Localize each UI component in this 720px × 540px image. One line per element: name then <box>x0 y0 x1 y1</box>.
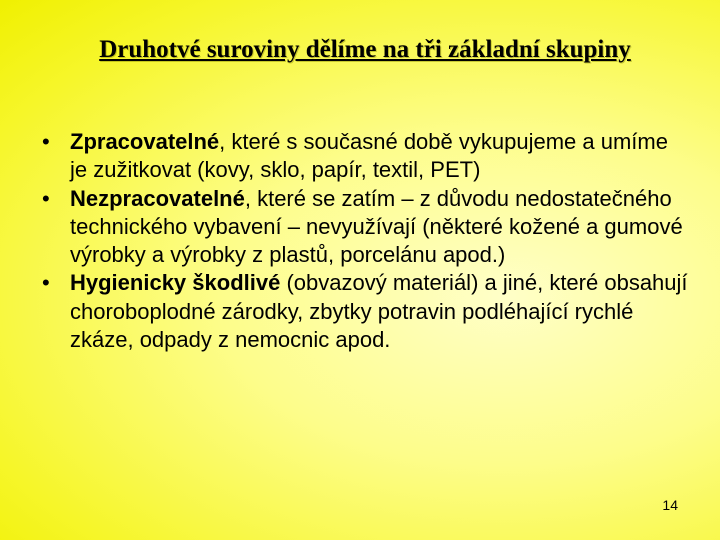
bullet-text: (obvazový materiál) a jiné, které obsahují choroboplodné zárodky, zbytky potravin podléhající rychlé zkáze, odpady z nemocnic apod. <box>70 270 688 353</box>
bullet-text: , které se zatím – z důvodu nedostatečného technického vybavení – nevyužívají (některé kožené a gumové výrobky a výrobky z plastů, porcelánu apod.) <box>70 185 683 268</box>
bullet-term: Nezpracovatelné <box>70 185 245 211</box>
bullet-text: , které s současné době vykupujeme a umíme je zužitkovat (kovy, sklo, papír, textil, PET) <box>70 129 668 183</box>
bullet-marker: • <box>42 270 50 296</box>
bullet-term: Hygienicky škodlivé <box>70 270 281 296</box>
bullet-term: Zpracovatelné <box>70 129 220 154</box>
bullet-item-non-recyclable <box>40 185 690 270</box>
slide-title: Druhotvé suroviny dělíme na tři základní skupiny <box>99 36 631 63</box>
bullet-item-recyclable <box>40 128 690 185</box>
page-number: 14 <box>662 497 678 513</box>
bullet-list <box>40 128 690 354</box>
bullet-marker: • <box>42 185 50 211</box>
bullet-marker: • <box>42 129 50 154</box>
bullet-item-hazardous <box>40 269 690 354</box>
